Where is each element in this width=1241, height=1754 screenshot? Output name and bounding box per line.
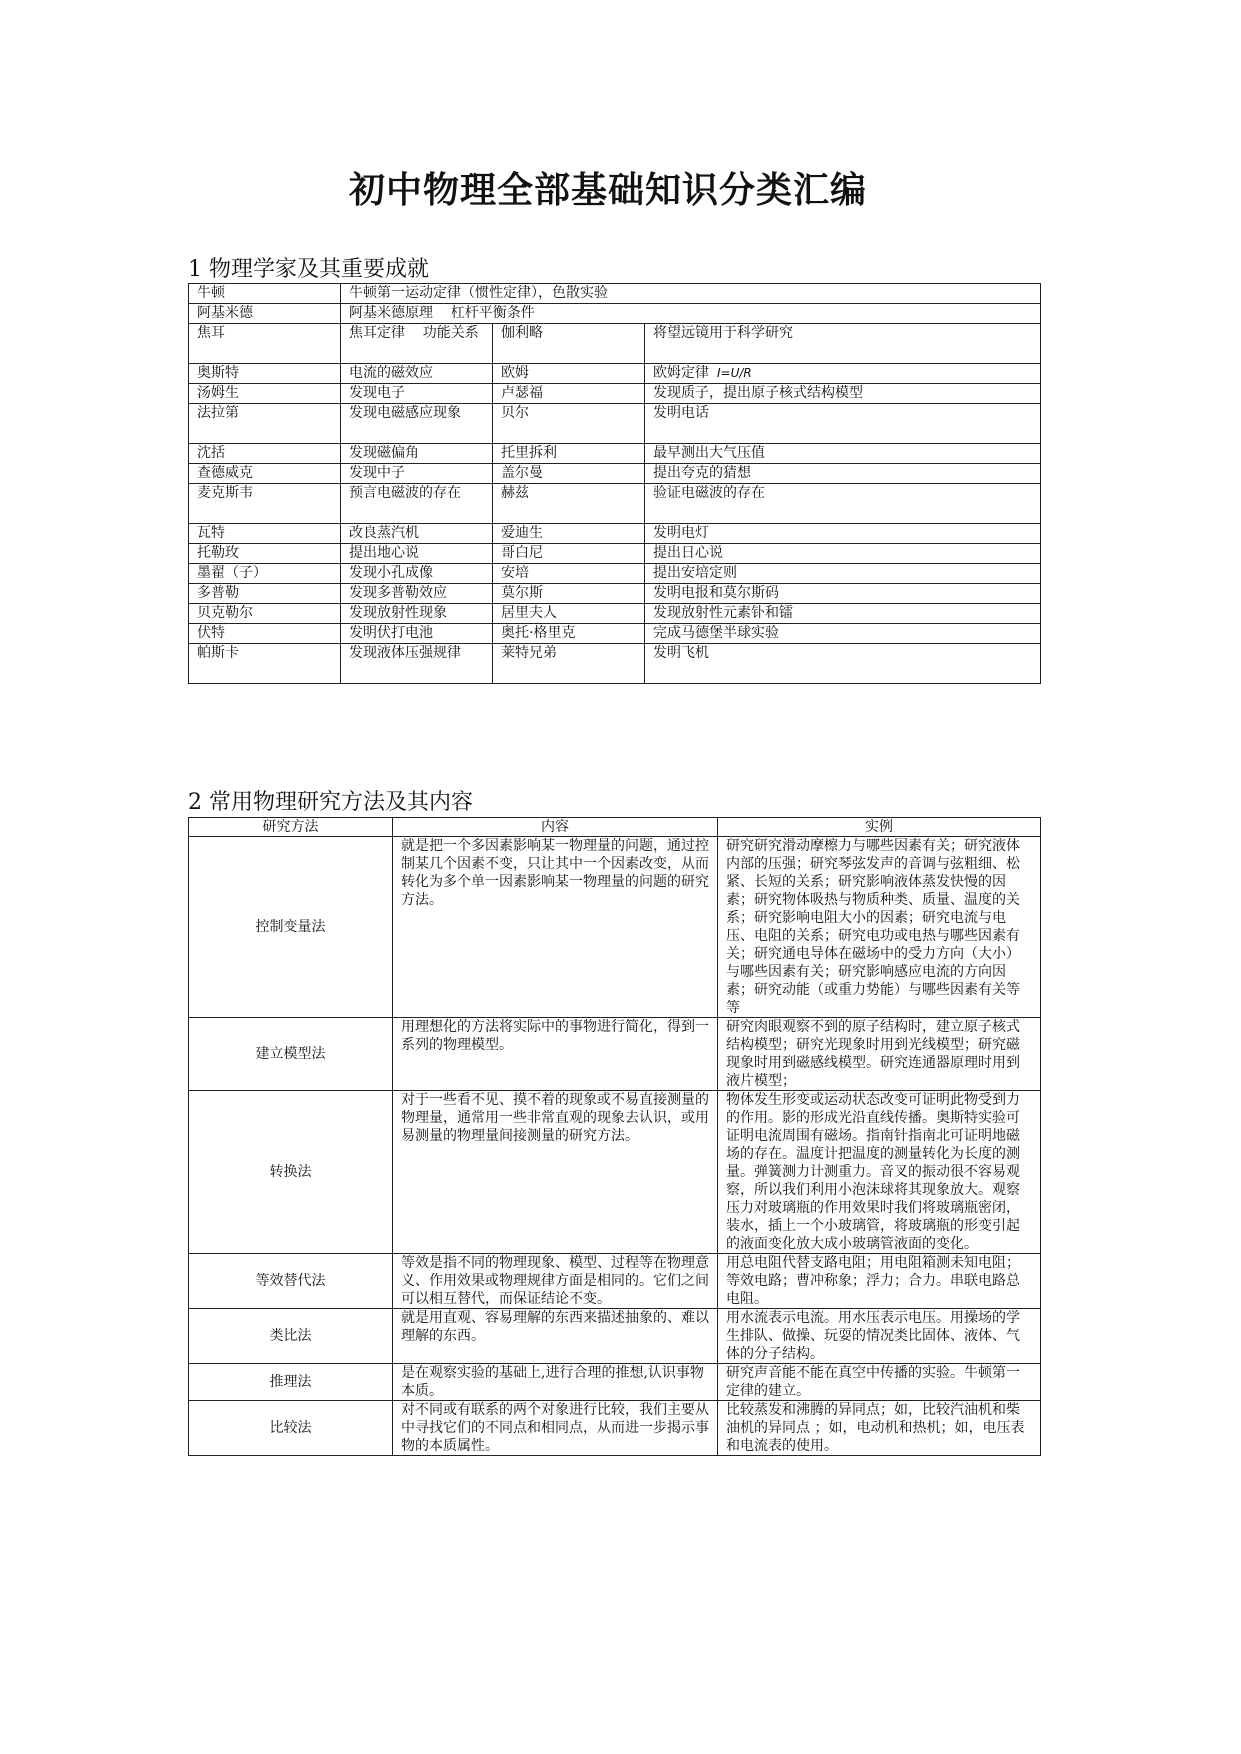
table-header-row xyxy=(189,818,1041,837)
physicist-achievement-text: 发现磁偏角 xyxy=(349,445,419,461)
physicist-achievement xyxy=(341,564,493,584)
physicist-name xyxy=(493,464,645,484)
table-row xyxy=(189,584,1041,604)
example-cell: 比较蒸发和沸腾的异同点；如，比较汽油机和柴油机的异同点 ；如，电动机和热机；如，电压表和电流表的使用。 xyxy=(718,1401,1041,1456)
methods-table-body xyxy=(189,818,1041,1456)
physicist-name-text: 托勒玫 xyxy=(197,545,239,561)
physicist-name-text: 伏特 xyxy=(197,625,225,641)
table-row xyxy=(189,837,1041,1018)
example-cell: 用总电阻代替支路电阻；用电阻箱测未知电阻；等效电路；曹冲称象；浮力；合力。串联电路总电阻。 xyxy=(718,1254,1041,1309)
method-cell: 控制变量法 xyxy=(189,837,393,1018)
section2-heading: 2 常用物理研究方法及其内容 xyxy=(188,790,473,815)
physicist-name-text: 沈括 xyxy=(197,445,225,461)
table-row xyxy=(189,564,1041,584)
physicist-achievement-text: 预言电磁波的存在 xyxy=(349,485,461,501)
physicist-achievement xyxy=(341,384,493,404)
physicist-achievement-text: 发明电报和莫尔斯码 xyxy=(653,585,779,601)
physicist-achievement-text: 完成马德堡半球实验 xyxy=(653,625,779,641)
table-row xyxy=(189,1309,1041,1364)
table-row xyxy=(189,464,1041,484)
content-cell: 就是把一个多因素影响某一物理量的问题，通过控制某几个因素不变，只让其中一个因素改变，从而转化为多个单一因素影响某一物理量的问题的研究方法。 xyxy=(393,837,718,1018)
physicist-name xyxy=(189,404,341,444)
physicist-name xyxy=(493,384,645,404)
physicist-name-text: 伽利略 xyxy=(501,325,543,341)
physicist-name xyxy=(189,544,341,564)
physicist-achievement-text: 最早测出大气压值 xyxy=(653,445,765,461)
table-row xyxy=(189,364,1041,384)
physicist-name xyxy=(493,564,645,584)
method-cell: 建立模型法 xyxy=(189,1018,393,1091)
table-row xyxy=(189,284,1041,304)
physicist-name-text: 欧姆 xyxy=(501,365,529,381)
content-cell: 对于一些看不见、摸不着的现象或不易直接测量的物理量，通常用一些非常直观的现象去认识，或用易测量的物理量间接测量的研究方法。 xyxy=(393,1091,718,1254)
physicist-name xyxy=(189,364,341,384)
physicist-name-text: 莱特兄弟 xyxy=(501,645,557,661)
example-cell: 研究肉眼观察不到的原子结构时，建立原子核式结构模型；研究光现象时用到光线模型；研究磁现象时用到磁感线模型。研究连通器原理时用到液片模型； xyxy=(718,1018,1041,1091)
physicist-name xyxy=(189,644,341,684)
physicist-achievement xyxy=(645,404,1041,444)
physicist-achievement xyxy=(645,564,1041,584)
physicist-achievement xyxy=(645,544,1041,564)
physicist-name: 阿基米德 xyxy=(189,304,341,324)
physicist-achievement-text: 发现放射性现象 xyxy=(349,605,447,621)
physicist-achievement xyxy=(341,444,493,464)
physicist-name xyxy=(189,624,341,644)
physicist-achievement-text: 发明飞机 xyxy=(653,645,709,661)
physicist-achievement-text: 发现质子，提出原子核式结构模型 xyxy=(653,385,863,401)
method-cell: 推理法 xyxy=(189,1364,393,1401)
content-cell: 对不同或有联系的两个对象进行比较，我们主要从中寻找它们的不同点和相同点，从而进一步揭示事物的本质属性。 xyxy=(393,1401,718,1456)
physicist-achievement xyxy=(645,484,1041,524)
physicist-achievement: 牛顿第一运动定律（惯性定律），色散实验 xyxy=(341,284,1041,304)
physicist-achievement-text: 发明电话 xyxy=(653,405,709,421)
physicist-achievement xyxy=(341,464,493,484)
physicist-name-text: 爱迪生 xyxy=(501,525,543,541)
physicist-name xyxy=(189,484,341,524)
physicist-achievement-text: 焦耳定律 功能关系 xyxy=(349,325,479,341)
method-cell: 等效替代法 xyxy=(189,1254,393,1309)
section1-heading: 1 物理学家及其重要成就 xyxy=(188,257,429,282)
table-row xyxy=(189,524,1041,544)
physicist-name-text: 焦耳 xyxy=(197,325,225,341)
physicist-achievement-text: 欧姆定律 xyxy=(653,365,709,381)
physicist-name-text: 奥托·格里克 xyxy=(501,625,576,641)
physicist-name-text: 赫兹 xyxy=(501,485,529,501)
physicist-achievement-text: 提出安培定则 xyxy=(653,565,737,581)
physicist-name-text: 麦克斯韦 xyxy=(197,485,253,501)
column-header-content: 内容 xyxy=(393,818,718,837)
column-header-example: 实例 xyxy=(718,818,1041,837)
table-row xyxy=(189,404,1041,444)
physicist-achievement-text: 改良蒸汽机 xyxy=(349,525,419,541)
physicist-achievement-text: 电流的磁效应 xyxy=(349,365,433,381)
physicist-name-text: 安培 xyxy=(501,565,529,581)
physicist-name xyxy=(493,364,645,384)
physicist-name xyxy=(493,544,645,564)
table-row xyxy=(189,1254,1041,1309)
table-row xyxy=(189,624,1041,644)
physicist-achievement-text: 提出地心说 xyxy=(349,545,419,561)
physicist-achievement xyxy=(645,444,1041,464)
method-cell: 转换法 xyxy=(189,1091,393,1254)
physicist-achievement xyxy=(645,524,1041,544)
physicist-achievement xyxy=(645,464,1041,484)
methods-table xyxy=(188,817,1041,1456)
physicist-achievement xyxy=(645,624,1041,644)
physicist-achievement xyxy=(341,604,493,624)
physicist-name xyxy=(493,524,645,544)
page-title: 初中物理全部基础知识分类汇编 xyxy=(348,170,867,211)
content-cell: 就是用直观、容易理解的东西来描述抽象的、难以理解的东西。 xyxy=(393,1309,718,1364)
physicist-name-text: 贝克勒尔 xyxy=(197,605,253,621)
table-row xyxy=(189,304,1041,324)
physicist-name xyxy=(493,624,645,644)
physicist-achievement: 阿基米德原理 杠杆平衡条件 xyxy=(341,304,1041,324)
physicist-name xyxy=(493,604,645,624)
physicist-achievement-text: 验证电磁波的存在 xyxy=(653,485,765,501)
physicist-name-text: 奥斯特 xyxy=(197,365,239,381)
physicist-name: 牛顿 xyxy=(189,284,341,304)
physicist-name-text: 多普勒 xyxy=(197,585,239,601)
physicist-name-text: 托里拆利 xyxy=(501,445,557,461)
physicist-achievement xyxy=(645,584,1041,604)
physicist-name-text: 法拉第 xyxy=(197,405,239,421)
physicist-name xyxy=(493,444,645,464)
physicist-name-text: 卢瑟福 xyxy=(501,385,543,401)
physicist-name xyxy=(189,444,341,464)
physicist-name xyxy=(189,564,341,584)
physicist-achievement xyxy=(645,604,1041,624)
physicist-achievement-text: 提出日心说 xyxy=(653,545,723,561)
table-row xyxy=(189,604,1041,624)
physicist-name xyxy=(189,324,341,364)
physicist-achievement xyxy=(341,404,493,444)
physicist-achievement-text: 提出夸克的猜想 xyxy=(653,465,751,481)
physicists-table-body xyxy=(189,284,1041,684)
physicist-name xyxy=(493,484,645,524)
physicist-name-text: 墨翟（子） xyxy=(197,565,267,581)
physicist-name-text: 帕斯卡 xyxy=(197,645,239,661)
table-row xyxy=(189,444,1041,464)
physicist-achievement-text: 发现电磁感应现象 xyxy=(349,405,461,421)
table-row xyxy=(189,544,1041,564)
example-cell: 研究研究滑动摩檫力与哪些因素有关；研究液体内部的压强；研究琴弦发声的音调与弦粗细、松紧、长短的关系；研究影响液体蒸发快慢的因素；研究物体吸热与物质种类、质量、温度的关系；研究影响电阻大小的因素；研究电流与电压、电阻的关系；研究电功或电热与哪些因素有关；研究通电导体在磁场中的受力方向（大小）与哪些因素有关；研究影响感应电流的方向因素；研究动能（或重力势能）与哪些因素有关等等 xyxy=(718,837,1041,1018)
physicist-name-text: 莫尔斯 xyxy=(501,585,543,601)
physicist-achievement xyxy=(341,324,493,364)
physicist-achievement xyxy=(645,364,1041,384)
physicist-achievement xyxy=(341,624,493,644)
physicist-achievement-text: 发现放射性元素钋和镭 xyxy=(653,605,793,621)
physicist-achievement-text: 发明电灯 xyxy=(653,525,709,541)
table-row xyxy=(189,1401,1041,1456)
table-row xyxy=(189,384,1041,404)
content-cell: 是在观察实验的基础上,进行合理的推想,认识事物本质。 xyxy=(393,1364,718,1401)
physicist-achievement xyxy=(341,524,493,544)
physicist-achievement xyxy=(341,644,493,684)
physicist-achievement xyxy=(645,384,1041,404)
content-cell: 用理想化的方法将实际中的事物进行简化，得到一系列的物理模型。 xyxy=(393,1018,718,1091)
physicist-name-text: 居里夫人 xyxy=(501,605,557,621)
example-cell: 研究声音能不能在真空中传播的实验。牛顿第一定律的建立。 xyxy=(718,1364,1041,1401)
example-cell: 物体发生形变或运动状态改变可证明此物受到力的作用。影的形成光沿直线传播。奥斯特实验可证明电流周围有磁场。指南针指南北可证明地磁场的存在。温度计把温度的测量转化为长度的测量。弹簧测力计测重力。音叉的振动很不容易观察，所以我们利用小泡沫球将其现象放大。观察压力对玻璃瓶的作用效果时我们将玻璃瓶密闭，装水，插上一个小玻璃管，将玻璃瓶的形变引起的液面变化放大成小玻璃管液面的变化。 xyxy=(718,1091,1041,1254)
physicist-achievement-text: 发现电子 xyxy=(349,385,405,401)
physicist-achievement-text: 将望远镜用于科学研究 xyxy=(653,325,793,341)
physicist-achievement xyxy=(341,544,493,564)
method-cell: 比较法 xyxy=(189,1401,393,1456)
physicists-table xyxy=(188,283,1041,684)
physicist-name-text: 汤姆生 xyxy=(197,385,239,401)
physicist-achievement-text: 发明伏打电池 xyxy=(349,625,433,641)
table-row xyxy=(189,1091,1041,1254)
physicist-achievement xyxy=(341,364,493,384)
physicist-name xyxy=(493,644,645,684)
physicist-name xyxy=(493,324,645,364)
physicist-name xyxy=(189,584,341,604)
table-row xyxy=(189,324,1041,364)
physicist-name xyxy=(493,404,645,444)
physicist-name-text: 贝尔 xyxy=(501,405,529,421)
physicist-achievement-text: 发现液体压强规律 xyxy=(349,645,461,661)
table-row xyxy=(189,1364,1041,1401)
table-row xyxy=(189,644,1041,684)
physicist-name-text: 瓦特 xyxy=(197,525,225,541)
physicist-name xyxy=(189,524,341,544)
physicist-achievement-text: 发现多普勒效应 xyxy=(349,585,447,601)
formula-text: I=U/R xyxy=(717,366,752,380)
physicist-achievement xyxy=(341,484,493,524)
content-cell: 等效是指不同的物理现象、模型、过程等在物理意义、作用效果或物理规律方面是相同的。它们之间可以相互替代，而保证结论不变。 xyxy=(393,1254,718,1309)
table-row xyxy=(189,1018,1041,1091)
example-cell: 用水流表示电流。用水压表示电压。用操场的学生排队、做操、玩耍的情况类比固体、液体、气体的分子结构。 xyxy=(718,1309,1041,1364)
column-header-method: 研究方法 xyxy=(189,818,393,837)
physicist-name-text: 查德威克 xyxy=(197,465,253,481)
physicist-achievement-text: 发现中子 xyxy=(349,465,405,481)
physicist-name-text: 哥白尼 xyxy=(501,545,543,561)
physicist-name xyxy=(189,464,341,484)
method-cell: 类比法 xyxy=(189,1309,393,1364)
physicist-achievement-text: 发现小孔成像 xyxy=(349,565,433,581)
physicist-achievement xyxy=(645,324,1041,364)
physicist-name-text: 盖尔曼 xyxy=(501,465,543,481)
physicist-name xyxy=(493,584,645,604)
physicist-name xyxy=(189,384,341,404)
table-row xyxy=(189,484,1041,524)
physicist-name xyxy=(189,604,341,624)
physicist-achievement xyxy=(341,584,493,604)
physicist-achievement xyxy=(645,644,1041,684)
